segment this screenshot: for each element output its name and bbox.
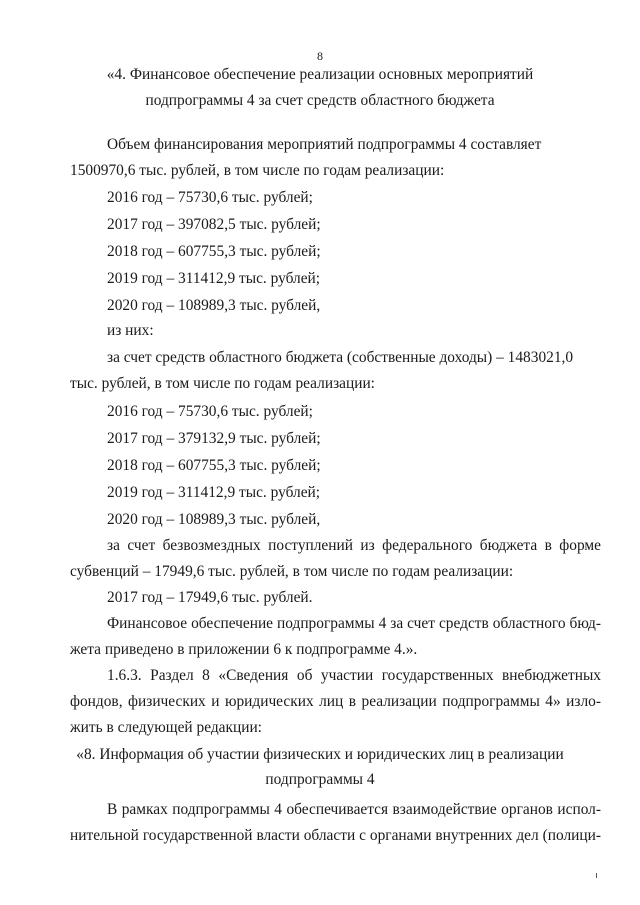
year-line: 2020 год – 108989,3 тыс. рублей, bbox=[107, 297, 321, 314]
paragraph-line: 1500970,6 тыс. рублей, в том числе по годам реализации: bbox=[70, 162, 445, 179]
paragraph-line: субвенций – 17949,6 тыс. рублей, в том числе по годам реализации: bbox=[70, 563, 514, 580]
paragraph-line: 1.6.3. Раздел 8 «Сведения об участии государственных внебюджетных bbox=[107, 667, 601, 684]
year-line: 2019 год – 311412,9 тыс. рублей; bbox=[107, 270, 321, 287]
year-line: 2016 год – 75730,6 тыс. рублей; bbox=[107, 403, 313, 420]
paragraph-line: В рамках подпрограммы 4 обеспечивается взаимодействие органов испол- bbox=[107, 801, 601, 818]
year-line: 2016 год – 75730,6 тыс. рублей; bbox=[107, 189, 313, 206]
paragraph-line: нительной государственной власти области с органами внутренних дел (полици- bbox=[70, 827, 601, 844]
section8-heading-line-1: «8. Информация об участии физических и юридических лиц в реализации bbox=[76, 746, 564, 763]
year-line: 2019 год – 311412,9 тыс. рублей; bbox=[107, 484, 321, 501]
page-number: 8 bbox=[317, 49, 323, 63]
section-heading-line-2: подпрограммы 4 за счет средств областного бюджета bbox=[145, 92, 495, 109]
paragraph-line: тыс. рублей, в том числе по годам реализации: bbox=[70, 375, 375, 392]
paragraph-line: за счет средств областного бюджета (собственные доходы) – 1483021,0 bbox=[107, 349, 574, 366]
year-line: 2017 год – 397082,5 тыс. рублей; bbox=[107, 216, 321, 233]
paragraph-line: за счет безвозмездных поступлений из федерального бюджета в форме bbox=[107, 537, 601, 554]
year-line: 2018 год – 607755,3 тыс. рублей; bbox=[107, 457, 321, 474]
year-line: 2020 год – 108989,3 тыс. рублей, bbox=[107, 511, 321, 528]
paragraph-line: Объем финансирования мероприятий подпрограммы 4 составляет bbox=[107, 136, 542, 153]
section8-heading-line-2: подпрограммы 4 bbox=[265, 771, 375, 788]
year-line: 2017 год – 379132,9 тыс. рублей; bbox=[107, 430, 321, 447]
scan-mark bbox=[596, 873, 597, 878]
section-heading-line-1: «4. Финансовое обеспечение реализации основных мероприятий bbox=[106, 66, 534, 83]
year-line: 2018 год – 607755,3 тыс. рублей; bbox=[107, 243, 321, 260]
paragraph-line: жета приведено в приложении 6 к подпрограмме 4.». bbox=[70, 641, 418, 658]
paragraph-line: фондов, физических и юридических лиц в реализации подпрограммы 4» изло- bbox=[70, 693, 601, 710]
paragraph-line: Финансовое обеспечение подпрограммы 4 за счет средств областного бюд- bbox=[107, 615, 601, 632]
year-line: 2017 год – 17949,6 тыс. рублей. bbox=[107, 589, 313, 606]
paragraph-line: жить в следующей редакции: bbox=[70, 719, 262, 736]
paragraph-line: из них: bbox=[107, 322, 154, 339]
